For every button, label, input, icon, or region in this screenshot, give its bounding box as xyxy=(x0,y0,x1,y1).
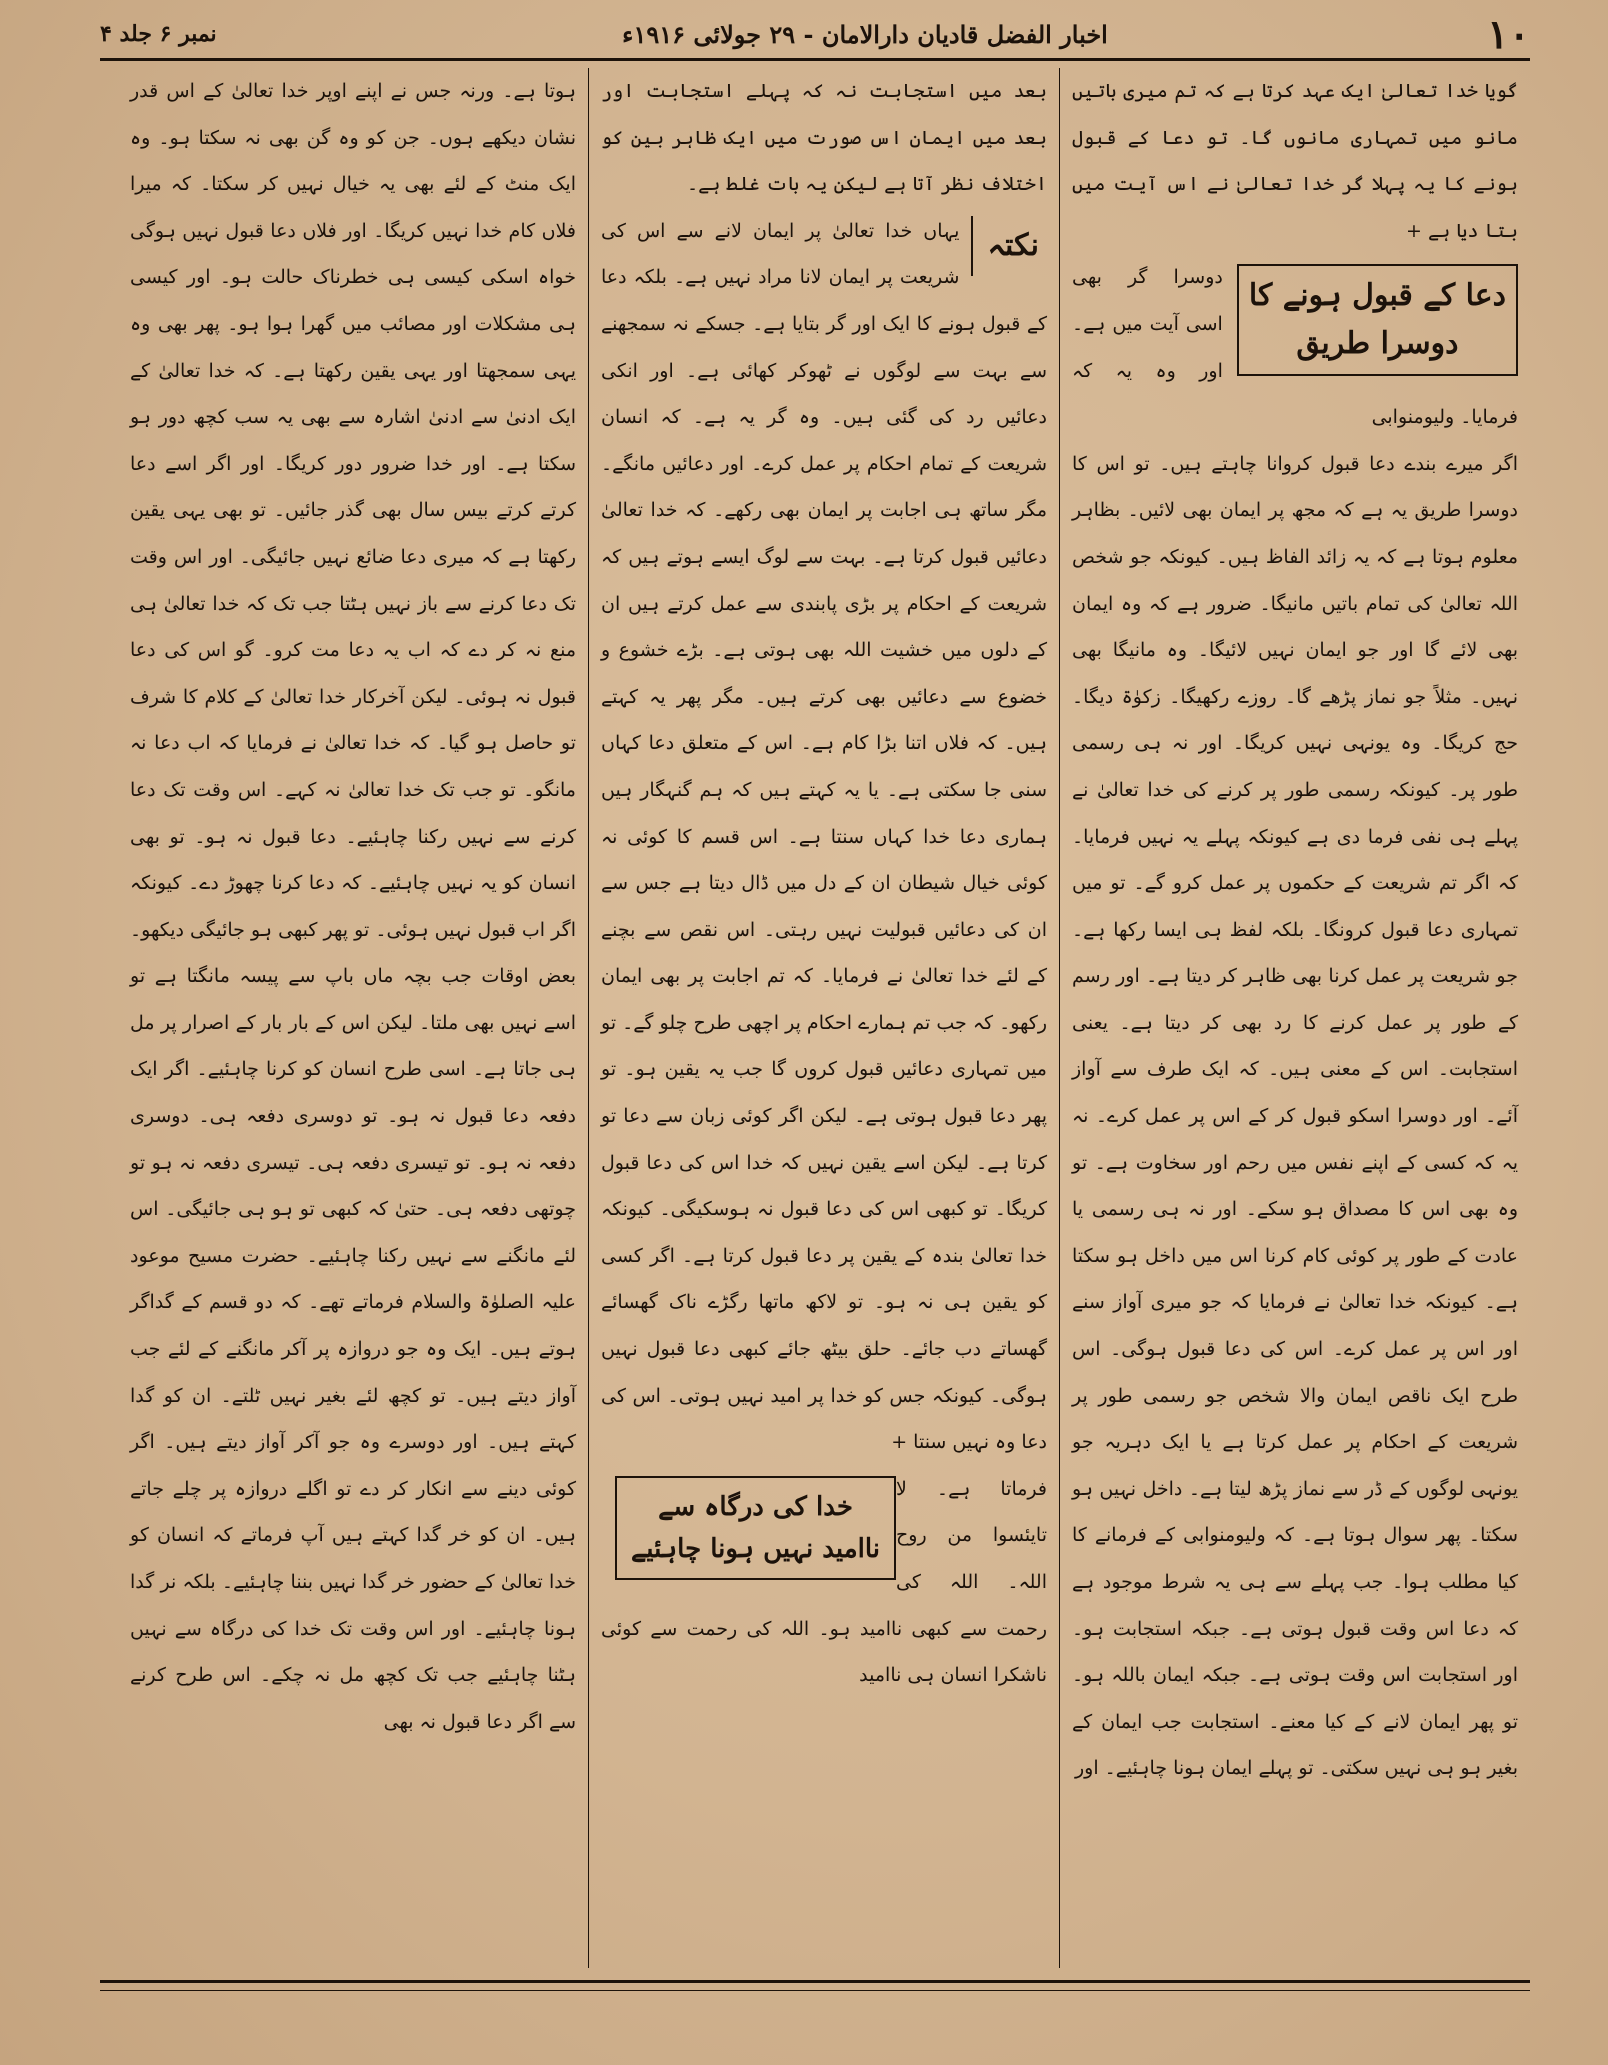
article-columns xyxy=(100,68,1530,1968)
column-middle-tail: فرماتا ہے۔ لا تایئسوا من روح اللہ۔ اللہ کی رحمت سے کبھی ناامید ہو۔ اللہ کی رحمت سے کوئی ناشکرا انسان ہی ناامید xyxy=(601,1477,1047,1687)
column-right-lead: دوسرا گر بھی اسی آیت میں ہے۔ اور وہ یہ کہ فرمایا۔ ولیومنوابی xyxy=(1072,266,1518,429)
column-left xyxy=(118,68,588,1968)
column-right-intro: گویا خدا تعالیٰ ایک عہد کرتا ہے کہ تم میری باتیں مانو میں تمہاری مانوں گا۔ تو دعا کے قبول ہونے کا یہ پہلا گر خدا تعالیٰ نے اس آیت میں بتا دیا ہے + xyxy=(1072,80,1518,242)
subheading-box xyxy=(615,1476,896,1580)
column-left-body: ہوتا ہے۔ ورنہ جس نے اپنے اوپر خدا تعالیٰ کے اس قدر نشان دیکھے ہوں۔ جن کو وہ گن بھی نہ سکتا ہو۔ وہ ایک منٹ کے لئے بھی یہ خیال نہیں کر سکتا۔ کہ میرا فلاں کام خدا نہیں کریگا۔ اور فلاں دعا قبول نہیں ہوگی خواہ اسکی کیسی ہی خطرناک حالت ہو۔ اور کیسی ہی مشکلات اور مصائب میں گھرا ہوا ہو۔ پھر بھی وہ یہی سمجھتا اور یہی یقین رکھتا ہے۔ کہ خدا تعالیٰ کے ایک ادنیٰ سے ادنیٰ اشارہ سے بھی یہ سب کچھ دور ہو سکتا ہے۔ اور خدا ضرور دور کریگا۔ اور اگر اسے دعا کرتے کرتے بیس سال بھی گذر جائیں۔ تو بھی یہی یقین رکھتا ہے کہ میری دعا ضائع نہیں جائیگی۔ اور اس وقت تک دعا کرنے سے باز نہیں ہٹتا جب تک کہ خدا تعالیٰ ہی منع نہ کر دے کہ اب یہ دعا مت کرو۔ گو اس کی دعا قبول نہ ہوئی۔ لیکن آخرکار خدا تعالیٰ کے کلام کا شرف تو حاصل ہو گیا۔ کہ خدا تعالیٰ نے فرمایا کہ اب دعا نہ مانگو۔ تو جب تک خدا تعالیٰ نہ کہے۔ اس وقت تک دعا کرنے سے نہیں رکنا چاہئیے۔ دعا قبول نہ ہو۔ تو بھی انسان کو یہ نہیں چاہئیے۔ کہ دعا کرنا چھوڑ دے۔ کیونکہ اگر اب قبول نہیں ہوئی۔ تو پھر کبھی ہو جائیگی دیکھو۔ بعض اوقات جب بچہ ماں باپ سے پیسہ مانگتا ہے تو اسے نہیں بھی ملتا۔ لیکن اس کے بار بار کے اصرار پر مل ہی جاتا ہے۔ اسی طرح انسان کو کرنا چاہئیے۔ اگر ایک دفعہ دعا قبول نہ ہو۔ تو دوسری دفعہ ہی۔ دوسری دفعہ نہ ہو۔ تو تیسری دفعہ ہی۔ تیسری دفعہ نہ ہو تو چوتھی دفعہ ہی۔ حتیٰ کہ کبھی تو ہو ہی جائیگی۔ اس لئے مانگنے سے نہیں رکنا چاہئیے۔ حضرت مسیح موعود علیہ الصلوٰۃ والسلام فرماتے تھے۔ کہ دو قسم کے گداگر ہوتے ہیں۔ ایک وہ جو دروازہ پر آکر مانگنے کے لئے جب آواز دیتے ہیں۔ تو کچھ لئے بغیر نہیں ٹلتے۔ ان کو گدا کہتے ہیں۔ اور دوسرے وہ جو آکر آواز دیتے ہیں۔ اگر کوئی دینے سے انکار کر دے تو اگلے دروازہ پر چلے جاتے ہیں۔ ان کو خر گدا کہتے ہیں آپ فرماتے کہ انسان کو خدا تعالیٰ کے حضور خر گدا نہیں بننا چاہئیے۔ بلکہ نر گدا ہونا چاہئیے۔ اور اس وقت تک خدا کی درگاہ سے نہیں ہٹنا چاہئیے جب تک کچھ مل نہ چکے۔ اس طرح کرنے سے اگر دعا قبول نہ بھی xyxy=(130,80,576,1733)
footer-rule-thin xyxy=(100,1990,1530,1991)
column-middle-intro: بعد میں استجابت نہ کہ پہلے استجابت اور بعد میں ایمان اس صورت میں ایک ظاہر بین کو اختلاف نظر آتا ہے لیکن یہ بات غلط ہے۔ xyxy=(601,80,1047,196)
footer-rule xyxy=(100,1980,1530,1983)
column-right xyxy=(1060,68,1530,1968)
page-number: ۱۰ xyxy=(1487,10,1530,58)
section-heading-line2: دوسرا طریق xyxy=(1296,326,1459,362)
column-middle xyxy=(589,68,1059,1968)
issue-label: نمبر ۶ جلد ۴ xyxy=(100,21,217,47)
header-rule xyxy=(100,58,1530,61)
section-heading-box xyxy=(1237,264,1518,376)
section-heading-line1: دعا کے قبول ہونے کا xyxy=(1248,278,1506,314)
subheading-line2: ناامید نہیں ہونا چاہئیے xyxy=(631,1533,881,1564)
column-right-body: اگر میرے بندے دعا قبول کروانا چاہتے ہیں۔ تو اس کا دوسرا طریق یہ ہے کہ مجھ پر ایمان بھی لائیں۔ بظاہر معلوم ہوتا ہے کہ یہ زائد الفاظ ہیں۔ کیونکہ جو شخص اللہ تعالیٰ کی تمام باتیں مانیگا۔ ضرور ہے کہ وہ ایمان بھی لائے گا اور جو ایمان نہیں لائیگا۔ وہ مانیگا بھی نہیں۔ مثلاً جو نماز پڑھے گا۔ روزے رکھیگا۔ زکوٰۃ دیگا۔ حج کریگا۔ وہ یونہی نہیں کریگا۔ اور نہ ہی رسمی طور پر۔ کیونکہ رسمی طور پر کرنے کی خدا تعالیٰ نے پہلے ہی نفی فرما دی ہے کیونکہ پہلے یہ نہیں فرمایا۔ کہ اگر تم شریعت کے حکموں پر عمل کرو گے۔ تو میں تمہاری دعا قبول کرونگا۔ بلکہ لفظ ہی ایسا رکھا ہے۔ جو شریعت پر عمل کرنا بھی ظاہر کر دیتا ہے۔ اور رسم کے طور پر عمل کرنے کا رد بھی کر دیتا ہے۔ یعنی استجابت۔ اس کے معنی ہیں۔ کہ ایک طرف سے آواز آئے۔ اور دوسرا اسکو قبول کر کے اس پر عمل کرے۔ نہ یہ کہ کسی کے اپنے نفس میں رحم اور سخاوت ہے۔ تو وہ بھی اس کا مصداق ہو سکے۔ اور نہ ہی رسمی یا عادت کے طور پر کوئی کام کرنا اس میں داخل ہو سکتا ہے۔ کیونکہ خدا تعالیٰ نے فرمایا کہ جو میری آواز سنے اور اس پر عمل کرے۔ اس کی دعا قبول ہوگی۔ اس طرح ایک ناقص ایمان والا شخص جو رسمی طور پر شریعت کے احکام پر عمل کرتا ہے یا ایک دہریہ جو یونہی لوگوں کے ڈر سے نماز پڑھ لیتا ہے۔ داخل نہیں ہو سکتا۔ پھر سوال ہوتا ہے۔ کہ ولیومنوابی کے فرمانے کا کیا مطلب ہوا۔ جب پہلے سے ہی یہ شرط موجود ہے کہ دعا اس وقت قبول ہوتی ہے۔ جبکہ استجابت ہو۔ اور استجابت اس وقت ہوتی ہے۔ جبکہ ایمان باللہ ہو۔ تو پھر ایمان لانے کے کیا معنے۔ استجابت جب ایمان کے بغیر ہو ہی نہیں سکتی۔ تو پہلے ایمان ہونا چاہئیے۔ اور xyxy=(1072,452,1519,1780)
subheading-line1: خدا کی درگاہ سے xyxy=(658,1491,853,1522)
side-label-nukta: نکتہ xyxy=(971,216,1047,276)
column-middle-body: یہاں خدا تعالیٰ پر ایمان لانے سے اس کی شریعت پر ایمان لانا مراد نہیں ہے۔ بلکہ دعا کے قبول ہونے کا ایک اور گر بتایا ہے۔ جسکے نہ سمجھنے سے بہت سے لوگوں نے ٹھوکر کھائی ہے۔ اور انکی دعائیں رد کی گئی ہیں۔ وہ گر یہ ہے۔ کہ انسان شریعت کے تمام احکام پر عمل کرے۔ اور دعائیں مانگے۔ مگر ساتھ ہی اجابت پر ایمان بھی رکھے۔ کہ خدا تعالیٰ دعائیں قبول کرتا ہے۔ بہت سے لوگ ایسے ہوتے ہیں کہ شریعت کے احکام پر بڑی پابندی سے عمل کرتے ہیں ان کے دلوں میں خشیت اللہ بھی ہوتی ہے۔ بڑے خشوع و خضوع سے دعائیں بھی کرتے ہیں۔ مگر پھر یہ کہتے ہیں۔ کہ فلاں اتنا بڑا کام ہے۔ اس کے متعلق دعا کہاں سنی جا سکتی ہے۔ یا یہ کہتے ہیں کہ ہم گنہگار ہیں ہماری دعا خدا کہاں سنتا ہے۔ اس قسم کا کوئی نہ کوئی خیال شیطان ان کے دل میں ڈال دیتا ہے جس سے ان کی دعائیں قبولیت نہیں رہتی۔ اس نقص سے بچنے کے لئے خدا تعالیٰ نے فرمایا۔ کہ تم اجابت پر بھی ایمان رکھو۔ کہ جب تم ہمارے احکام پر اچھی طرح چلو گے۔ تو میں تمہاری دعائیں قبول کروں گا جب یہ یقین ہو۔ تو پھر دعا قبول ہوتی ہے۔ لیکن اگر کوئی زبان سے دعا تو کرتا ہے۔ لیکن اسے یقین نہیں کہ خدا اس کی دعا قبول کریگا۔ تو کبھی اس کی دعا قبول نہ ہوسکیگی۔ کیونکہ خدا تعالیٰ بندہ کے یقین پر دعا قبول کرتا ہے۔ اگر کسی کو یقین ہی نہ ہو۔ تو لاکھ ماتھا رگڑے ناک گھسائے گھساتے دب جائے۔ حلق بیٹھ جائے کبھی دعا قبول نہیں ہوگی۔ کیونکہ جس کو خدا پر امید نہیں ہوتی۔ اس کی دعا وہ نہیں سنتا + xyxy=(601,219,1047,1454)
page-header xyxy=(100,10,1530,58)
masthead: اخبار الفضل قادیان دارالامان - ۲۹ جولائی ۱۹۱۶ء xyxy=(622,19,1108,49)
